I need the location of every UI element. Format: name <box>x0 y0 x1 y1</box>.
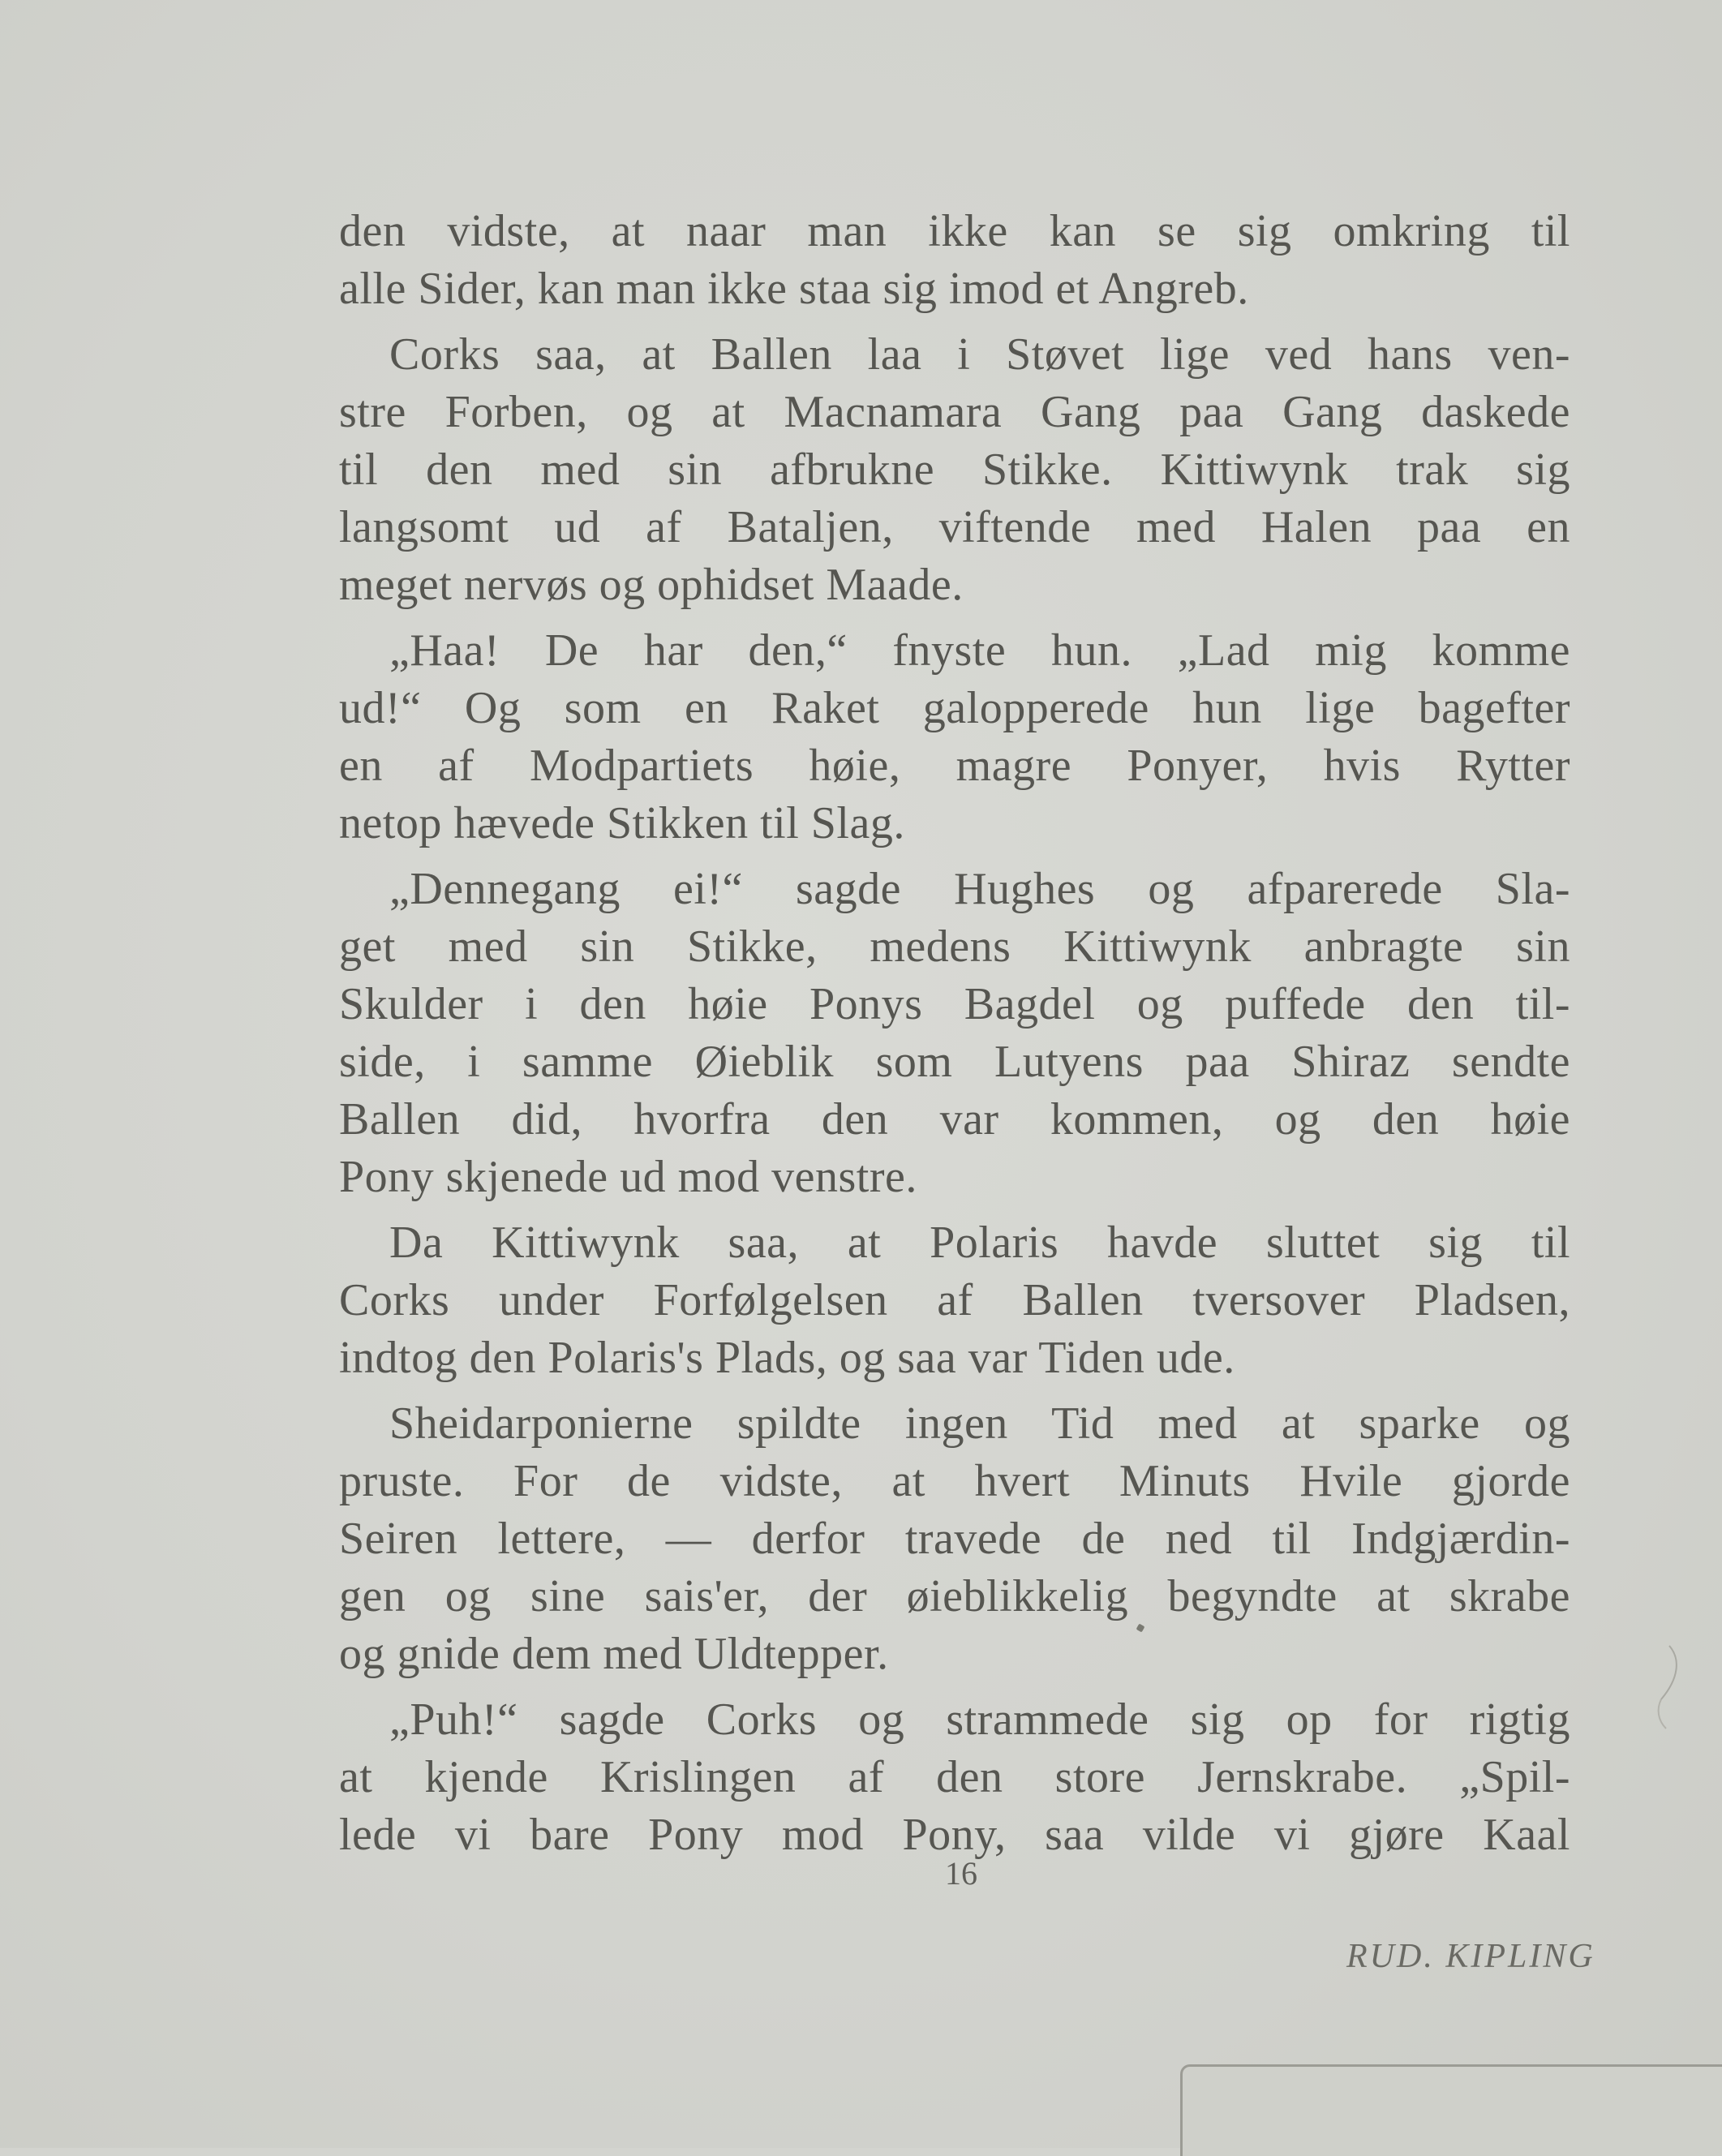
text-line: til den med sin afbrukne Stikke. Kittiwynk trak sig <box>339 445 1570 495</box>
body-text <box>339 203 1570 1864</box>
text-line: langsomt ud af Bataljen, viftende med Halen paa en <box>339 502 1570 552</box>
pencil-mark <box>1655 1643 1687 1732</box>
text-line: „Haa! De har den,“ fnyste hun. „Lad mig komme <box>389 625 1570 676</box>
text-line: en af Modpartiets høie, magre Ponyer, hvis Rytter <box>339 741 1570 791</box>
text-line: netop hævede Stikken til Slag. <box>339 798 905 848</box>
text-line: meget nervøs og ophidset Maade. <box>339 560 964 610</box>
text-line: stre Forben, og at Macnamara Gang paa Gang daskede <box>339 387 1570 437</box>
text-line: Da Kittiwynk saa, at Polaris havde sluttet sig til <box>389 1218 1570 1268</box>
text-line: Sheidarponierne spildte ingen Tid med at sparke og <box>389 1398 1570 1449</box>
text-line: „Dennegang ei!“ sagde Hughes og afparerede Sla- <box>389 864 1570 914</box>
page-number: 16 <box>945 1855 977 1892</box>
text-line: gen og sine sais'er, der øieblikkelig begyndte at skrabe <box>339 1571 1570 1621</box>
page-corner-tab <box>1180 2064 1722 2156</box>
text-line: alle Sider, kan man ikke staa sig imod et Angreb. <box>339 264 1249 314</box>
text-line: Corks saa, at Ballen laa i Støvet lige ved hans ven- <box>389 329 1570 380</box>
text-line: „Puh!“ sagde Corks og strammede sig op for rigtig <box>389 1694 1570 1745</box>
running-footer: RUD. KIPLING <box>1346 1938 1595 1975</box>
text-line: Skulder i den høie Ponys Bagdel og puffede den til- <box>339 979 1570 1029</box>
text-line: Ballen did, hvorfra den var kommen, og den høie <box>339 1094 1570 1145</box>
text-line: at kjende Krislingen af den store Jernskrabe. „Spil- <box>339 1752 1570 1802</box>
text-line: og gnide dem med Uldtepper. <box>339 1629 889 1679</box>
text-line: indtog den Polaris's Plads, og saa var Tiden ude. <box>339 1333 1235 1383</box>
text-line: lede vi bare Pony mod Pony, saa vilde vi gjøre Kaal <box>339 1810 1570 1860</box>
text-line: den vidste, at naar man ikke kan se sig omkring til <box>339 206 1570 256</box>
text-line: Pony skjenede ud mod venstre. <box>339 1152 917 1202</box>
text-line: Seiren lettere, — derfor travede de ned til Indgjærdin- <box>339 1514 1570 1564</box>
text-line: ud!“ Og som en Raket galopperede hun lige bagefter <box>339 683 1570 733</box>
text-line: get med sin Stikke, medens Kittiwynk anbragte sin <box>339 921 1570 972</box>
text-line: Corks under Forfølgelsen af Ballen tversover Pladsen, <box>339 1275 1570 1325</box>
text-line: pruste. For de vidste, at hvert Minuts Hvile gjorde <box>339 1456 1570 1506</box>
text-line: side, i samme Øieblik som Lutyens paa Shiraz sendte <box>339 1037 1570 1087</box>
